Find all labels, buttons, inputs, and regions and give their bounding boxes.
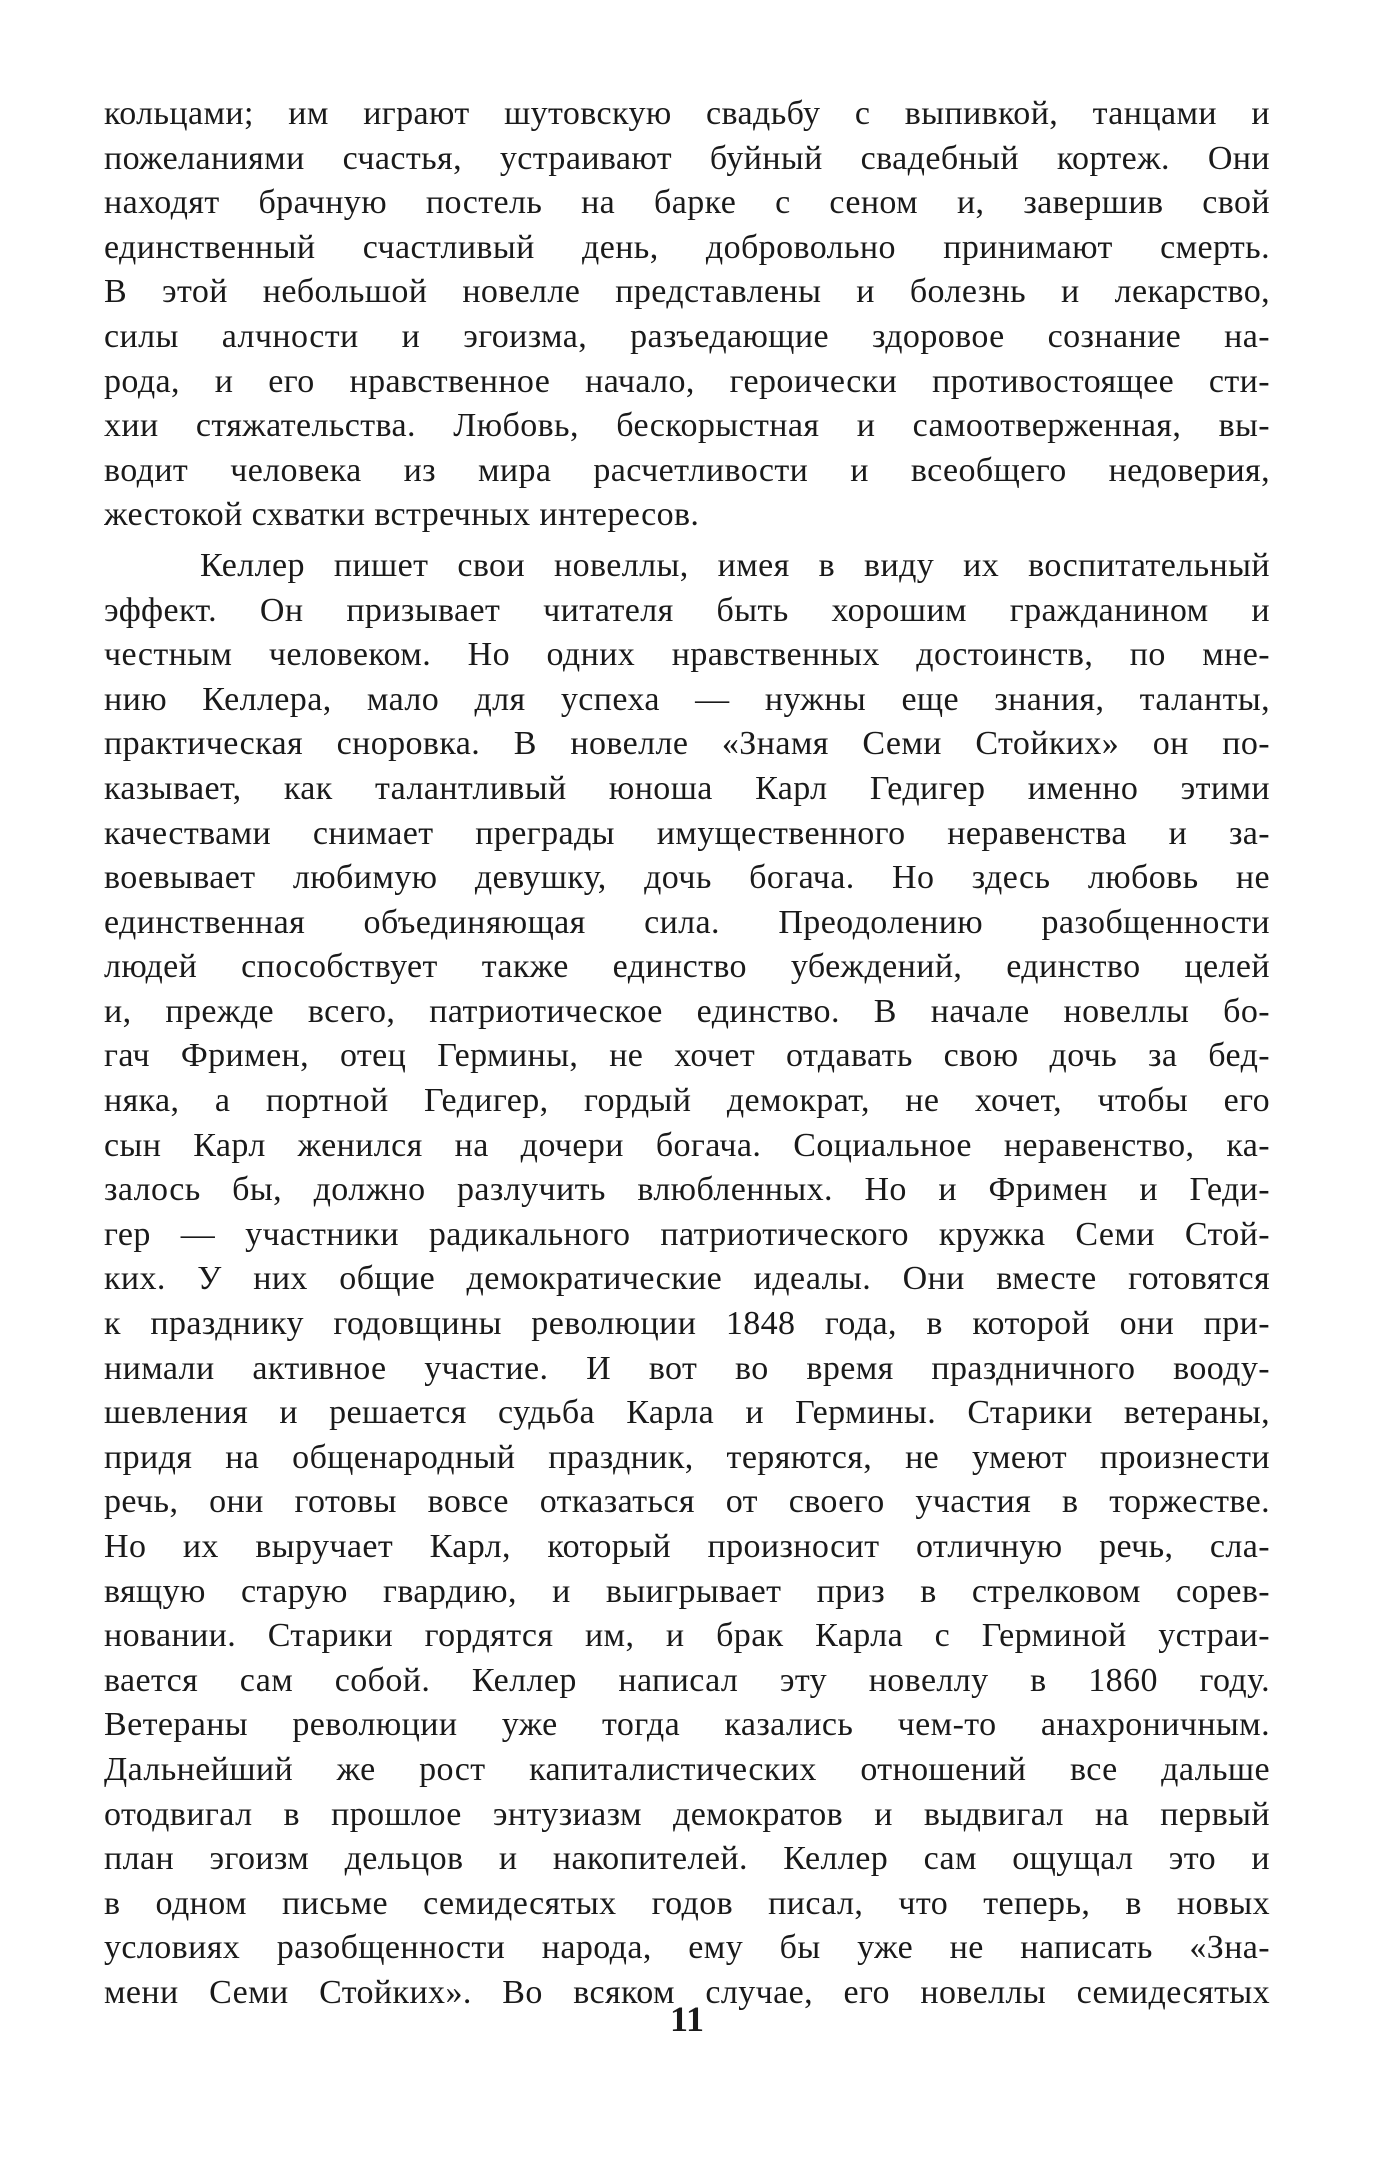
text-line: вящую старую гвардию, и выигрывает приз в стрелковом сорев- xyxy=(104,1572,1270,1610)
text-line: единственный счастливый день, добровольно принимают смерть. xyxy=(104,228,1270,266)
text-line: ких. У них общие демократические идеалы. Они вместе готовятся xyxy=(104,1260,1270,1298)
text-line: нимали активное участие. И вот во время праздничного вооду- xyxy=(104,1349,1270,1387)
text-line: В этой небольшой новелле представлены и болезнь и лекарство, xyxy=(104,273,1270,311)
page-number: 11 xyxy=(669,1999,704,2039)
text-line: гер — участники радикального патриотического кружка Семи Стой- xyxy=(104,1215,1270,1253)
text-line: Ветераны революции уже тогда казались чем-то анахроничным. xyxy=(104,1706,1270,1744)
text-line: нию Келлера, мало для успеха — нужны еще знания, таланты, xyxy=(104,680,1270,718)
text-line: план эгоизм дельцов и накопителей. Келлер сам ощущал это и xyxy=(104,1840,1270,1878)
text-line: вается сам собой. Келлер написал эту новеллу в 1860 году. xyxy=(104,1661,1270,1699)
text-line: речь, они готовы вовсе отказаться от своего участия в торжестве. xyxy=(104,1483,1270,1521)
text-line: отодвигал в прошлое энтузиазм демократов и выдвигал на первый xyxy=(104,1795,1270,1833)
text-line: Но их выручает Карл, который произносит отличную речь, сла- xyxy=(104,1528,1270,1565)
text-line: жестокой схватки встречных интересов. xyxy=(104,496,700,534)
text-line: придя на общенародный праздник, теряются, не умеют произнести xyxy=(104,1438,1270,1476)
text-line: к празднику годовщины революции 1848 года, в которой они при- xyxy=(104,1305,1270,1343)
text-line: сын Карл женился на дочери богача. Социальное неравенство, ка- xyxy=(104,1126,1270,1164)
text-line: рода, и его нравственное начало, героически противостоящее сти- xyxy=(104,362,1270,400)
text-line: находят брачную постель на барке с сеном и, завершив свой xyxy=(104,184,1270,222)
text-line: новании. Старики гордятся им, и брак Карла с Герминой устраи- xyxy=(104,1617,1270,1655)
paragraph-2 xyxy=(104,544,1270,2016)
text-line: пожеланиями счастья, устраивают буйный свадебный кортеж. Они xyxy=(104,139,1270,177)
text-line: гач Фримен, отец Гермины, не хочет отдавать свою дочь за бед- xyxy=(104,1037,1270,1075)
text-line: кольцами; им играют шутовскую свадьбу с выпивкой, танцами и xyxy=(104,95,1270,132)
text-line: Дальнейший же рост капиталистических отношений все дальше xyxy=(104,1750,1270,1788)
paragraph-1 xyxy=(104,92,1270,538)
text-line: воевывает любимую девушку, дочь богача. Но здесь любовь не xyxy=(104,859,1270,897)
text-line: водит человека из мира расчетливости и всеобщего недоверия, xyxy=(104,451,1270,489)
text-line: практическая сноровка. В новелле «Знамя Семи Стойких» он по- xyxy=(104,725,1270,763)
text-line: казывает, как талантливый юноша Карл Гедигер именно этими xyxy=(104,769,1270,807)
text-line: условиях разобщенности народа, ему бы уже не написать «Зна- xyxy=(104,1929,1270,1967)
text-line: залось бы, должно разлучить влюбленных. Но и Фримен и Геди- xyxy=(104,1171,1270,1209)
text-line: няка, а портной Гедигер, гордый демократ, не хочет, чтобы его xyxy=(104,1082,1270,1120)
text-line: Келлер пишет свои новеллы, имея в виду их воспитательный xyxy=(200,546,1270,584)
text-line: единственная объединяющая сила. Преодолению разобщенности xyxy=(104,903,1270,941)
text-line: шевления и решается судьба Карла и Гермины. Старики ветераны, xyxy=(104,1394,1270,1432)
text-line: людей способствует также единство убеждений, единство целей xyxy=(104,948,1270,986)
page-body xyxy=(104,92,1270,2016)
text-line: эффект. Он призывает читателя быть хорошим гражданином и xyxy=(104,591,1270,629)
text-line: силы алчности и эгоизма, разъедающие здоровое сознание на- xyxy=(104,317,1270,355)
text-line: качествами снимает преграды имущественного неравенства и за- xyxy=(104,814,1270,852)
text-line: хии стяжательства. Любовь, бескорыстная и самоотверженная, вы- xyxy=(104,407,1270,445)
text-line: в одном письме семидесятых годов писал, что теперь, в новых xyxy=(104,1884,1270,1922)
text-line: мени Семи Стойких». Во всяком случае, его новеллы семидесятых xyxy=(104,1973,1270,2011)
text-line: честным человеком. Но одних нравственных достоинств, по мне- xyxy=(104,636,1270,674)
text-line: и, прежде всего, патриотическое единство. В начале новеллы бо- xyxy=(104,992,1270,1030)
